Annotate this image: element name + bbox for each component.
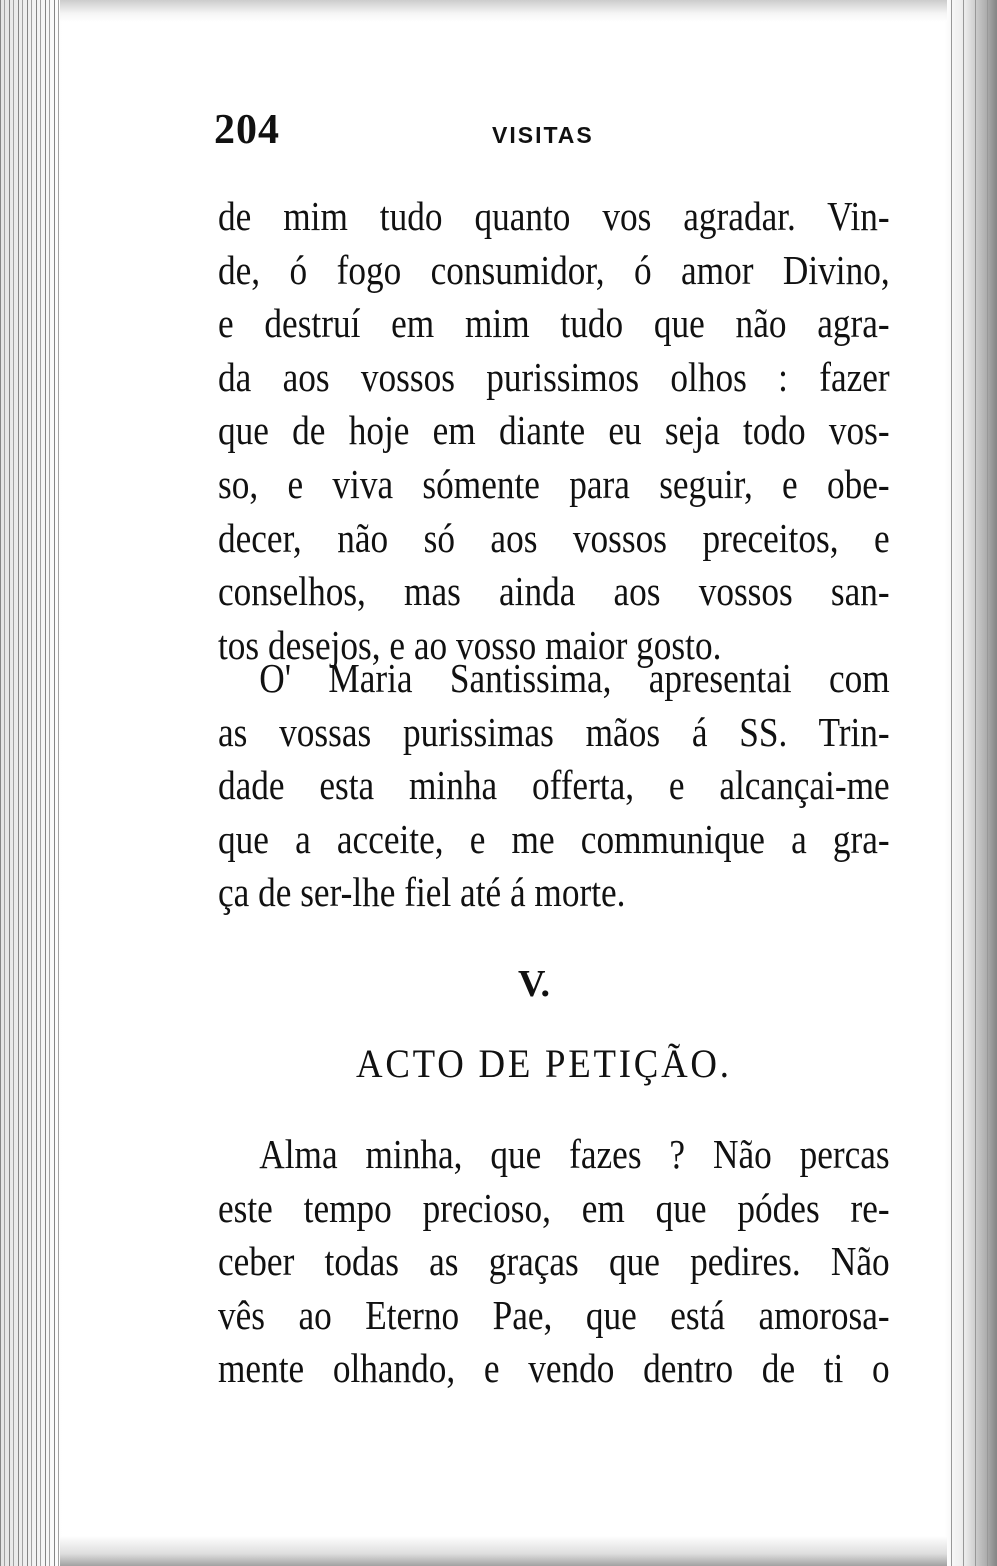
text-line: conselhos, mas ainda aos vossos san- [218, 568, 890, 615]
text-line: Alma minha, que fazes ? Não percas [259, 1131, 890, 1177]
text-line: que de hoje em diante eu seja todo vos- [218, 407, 890, 454]
text-line: mente olhando, e vendo dentro de ti o [218, 1345, 890, 1392]
page-number: 204 [214, 107, 280, 153]
text-line: este tempo precioso, em que pódes re- [218, 1184, 890, 1231]
paragraph-3 [218, 1128, 890, 1396]
section-title: ACTO DE PETIÇÃO. [356, 1041, 732, 1086]
page-edge-bottom [60, 1536, 947, 1566]
text-line: tos desejos, e ao vosso maior gosto. [218, 621, 722, 668]
running-title: VISITAS [492, 122, 594, 148]
page-edge-left [0, 0, 62, 1566]
section-number: V. [518, 963, 551, 1005]
text-line: ceber todas as graças que pedires. Não [218, 1238, 890, 1285]
text-line: de, ó fogo consumidor, ó amor Divino, [218, 246, 890, 293]
text-line: e destruí em mim tudo que não agra- [218, 300, 890, 347]
text-line: decer, não só aos vossos preceitos, e [218, 514, 890, 561]
paragraph-2 [218, 652, 890, 920]
page-header [214, 106, 894, 156]
text-line: so, e viva sómente para seguir, e obe- [218, 460, 890, 507]
text-line: da aos vossos purissimos olhos : fazer [218, 353, 890, 400]
page-edge-top [60, 0, 947, 22]
page-edge-right [945, 0, 997, 1566]
paragraph-1 [218, 190, 890, 672]
text-line: as vossas purissimas mãos á SS. Trin- [218, 708, 890, 755]
text-line: vês ao Eterno Pae, que está amorosa- [218, 1291, 890, 1338]
text-line: dade esta minha offerta, e alcançai-me [218, 762, 890, 809]
text-line: O' Maria Santissima, apresentai com [259, 655, 890, 701]
text-line: que a acceite, e me communique a gra- [218, 815, 890, 862]
text-line: ça de ser-lhe fiel até á morte. [218, 869, 626, 916]
text-line: de mim tudo quanto vos agradar. Vin- [218, 193, 890, 239]
